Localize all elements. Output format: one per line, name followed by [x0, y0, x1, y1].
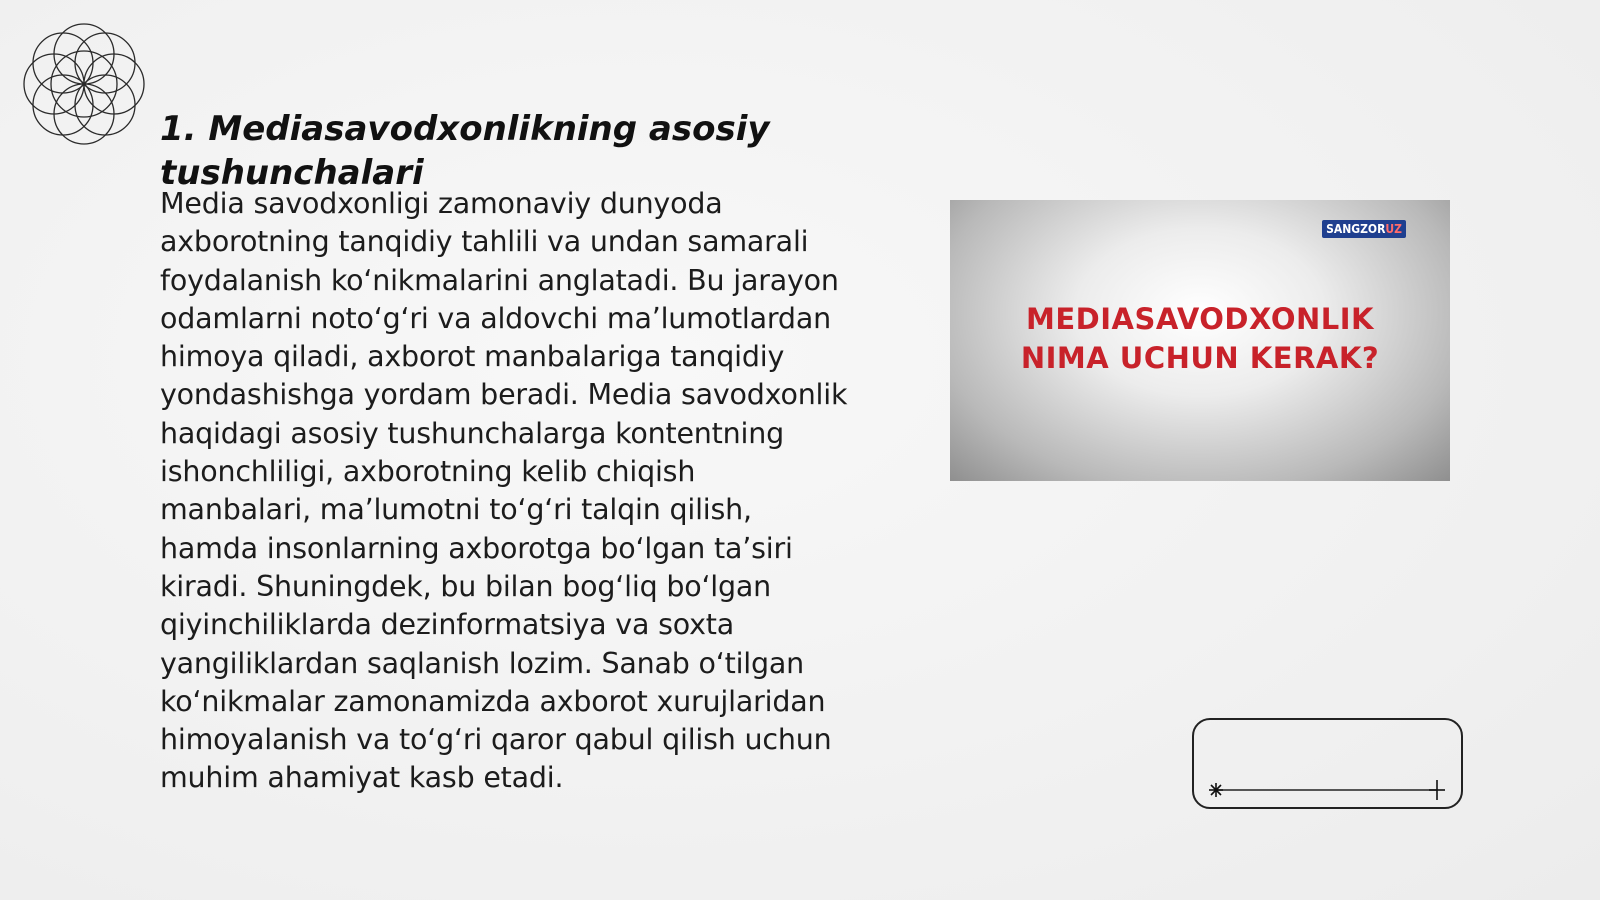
orbit-rings-icon [10, 10, 158, 158]
thumbnail-headline-line2: NIMA UCHUN KERAK? [1020, 341, 1380, 375]
decorative-slider-card [1192, 718, 1463, 809]
channel-logo [1322, 220, 1406, 238]
channel-logo-main: SANGZOR [1326, 222, 1386, 236]
thumbnail-headline-line1: MEDIASAVODXONLIK [1026, 302, 1374, 336]
channel-logo-suffix: UZ [1385, 222, 1402, 236]
thumbnail-headline [950, 300, 1450, 378]
sparkle-icon [1209, 783, 1223, 797]
crosshair-plus-icon [1429, 780, 1445, 800]
video-thumbnail[interactable] [950, 200, 1450, 481]
slide-title: 1. Mediasavodxonlikning asosiy tushunchalari [160, 109, 770, 193]
slide-body-text: Media savodxonligi zamonaviy dunyoda axborotning tanqidiy tahlili va undan samarali foydalanish koʻnikmalarini anglatadi. Bu jarayon odamlarni notoʻgʻri va aldovchi maʼlumotlardan himoya qiladi, axborot manbalariga tanqidiy yondashishga yordam beradi. Media savodxonlik haqidagi asosiy tushunchalarga kontentning ishonchliligi, axborotning kelib chiqish manbalari, maʼlumotni toʻgʻri talqin qilish, hamda insonlarning axborotga boʻlgan taʼsiri kiradi. Shuningdek, bu bilan bogʻliq boʻlgan qiyinchiliklarda dezinformatsiya va soxta yangiliklardan saqlanish lozim. Sanab oʻtilgan koʻnikmalar zamonamizda axborot xurujlaridan himoyalanish va toʻgʻri qaror qabul qilish uchun muhim ahamiyat kasb etadi. [160, 187, 848, 795]
